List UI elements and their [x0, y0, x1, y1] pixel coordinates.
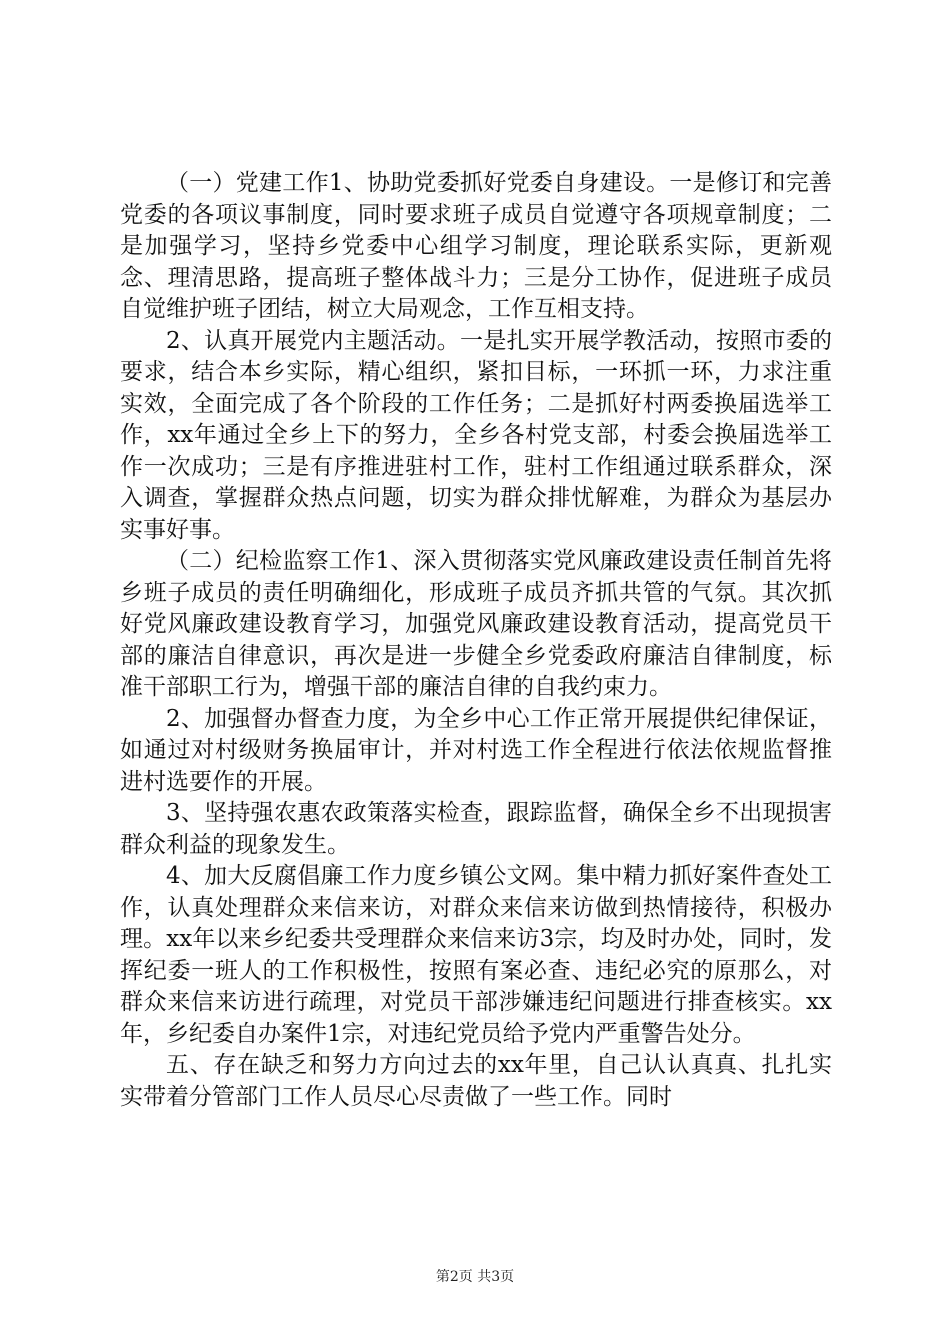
- paragraph-party-building: （一）党建工作1、协助党委抓好党委自身建设。一是修订和完善党委的各项议事制度，同时要求班子成员自觉遵守各项规章制度；二是加强学习，坚持乡党委中心组学习制度，理论联系实际，更新观念、理清思路，提高班子整体战斗力；三是分工协作，促进班子成员自觉维护班子团结，树立大局观念，工作互相支持。: [120, 170, 832, 322]
- paragraph-discipline-inspection: （二）纪检监察工作1、深入贯彻落实党风廉政建设责任制首先将乡班子成员的责任明确细化，形成班子成员齐抓共管的气氛。其次抓好党风廉政建设教育学习，加强党风廉政建设教育活动，提高党员干部的廉洁自律意识，再次是进一步健全乡党委政府廉洁自律制度，标准干部职工行为，增强干部的廉洁自律的自我约束力。: [120, 548, 832, 700]
- document-body: [120, 168, 832, 1113]
- paragraph-supervision: 2、加强督办督查力度，为全乡中心工作正常开展提供纪律保证，如通过对村级财务换届审计，并对村选工作全程进行依法依规监督推进村选要作的开展。: [120, 705, 832, 795]
- paragraph-policy-inspection: 3、坚持强农惠农政策落实检查，跟踪监督，确保全乡不出现损害群众利益的现象发生。: [120, 800, 832, 858]
- paragraph-anti-corruption: 4、加大反腐倡廉工作力度乡镇公文网。集中精力抓好案件查处工作，认真处理群众来信来访，对群众来信来访做到热情接待，积极办理。xx年以来乡纪委共受理群众来信来访3宗，均及时办处，同时，发挥纪委一班人的工作积极性，按照有案必查、违纪必究的原那么，对群众来信来访进行疏理，对党员干部涉嫌违纪问题进行排查核实。xx年，乡纪委自办案件1宗，对违纪党员给予党内严重警告处分。: [120, 863, 832, 1047]
- page-number-footer: 第2页 共3页: [435, 1269, 515, 1285]
- paragraph-theme-activities: 2、认真开展党内主题活动。一是扎实开展学教活动，按照市委的要求，结合本乡实际，精心组织，紧扣目标，一环抓一环，力求注重实效，全面完成了各个阶段的工作任务；二是抓好村两委换届选举工作，xx年通过全乡上下的努力，全乡各村党支部，村委会换届选举工作一次成功；三是有序推进驻村工作，驻村工作组通过联系群众，深入调查，掌握群众热点问题，切实为群众排忧解难，为群众为基层办实事好事。: [120, 327, 832, 543]
- paragraph-shortcomings: 五、存在缺乏和努力方向过去的xx年里，自己认认真真、扎扎实实带着分管部门工作人员尽心尽责做了一些工作。同时: [120, 1052, 832, 1110]
